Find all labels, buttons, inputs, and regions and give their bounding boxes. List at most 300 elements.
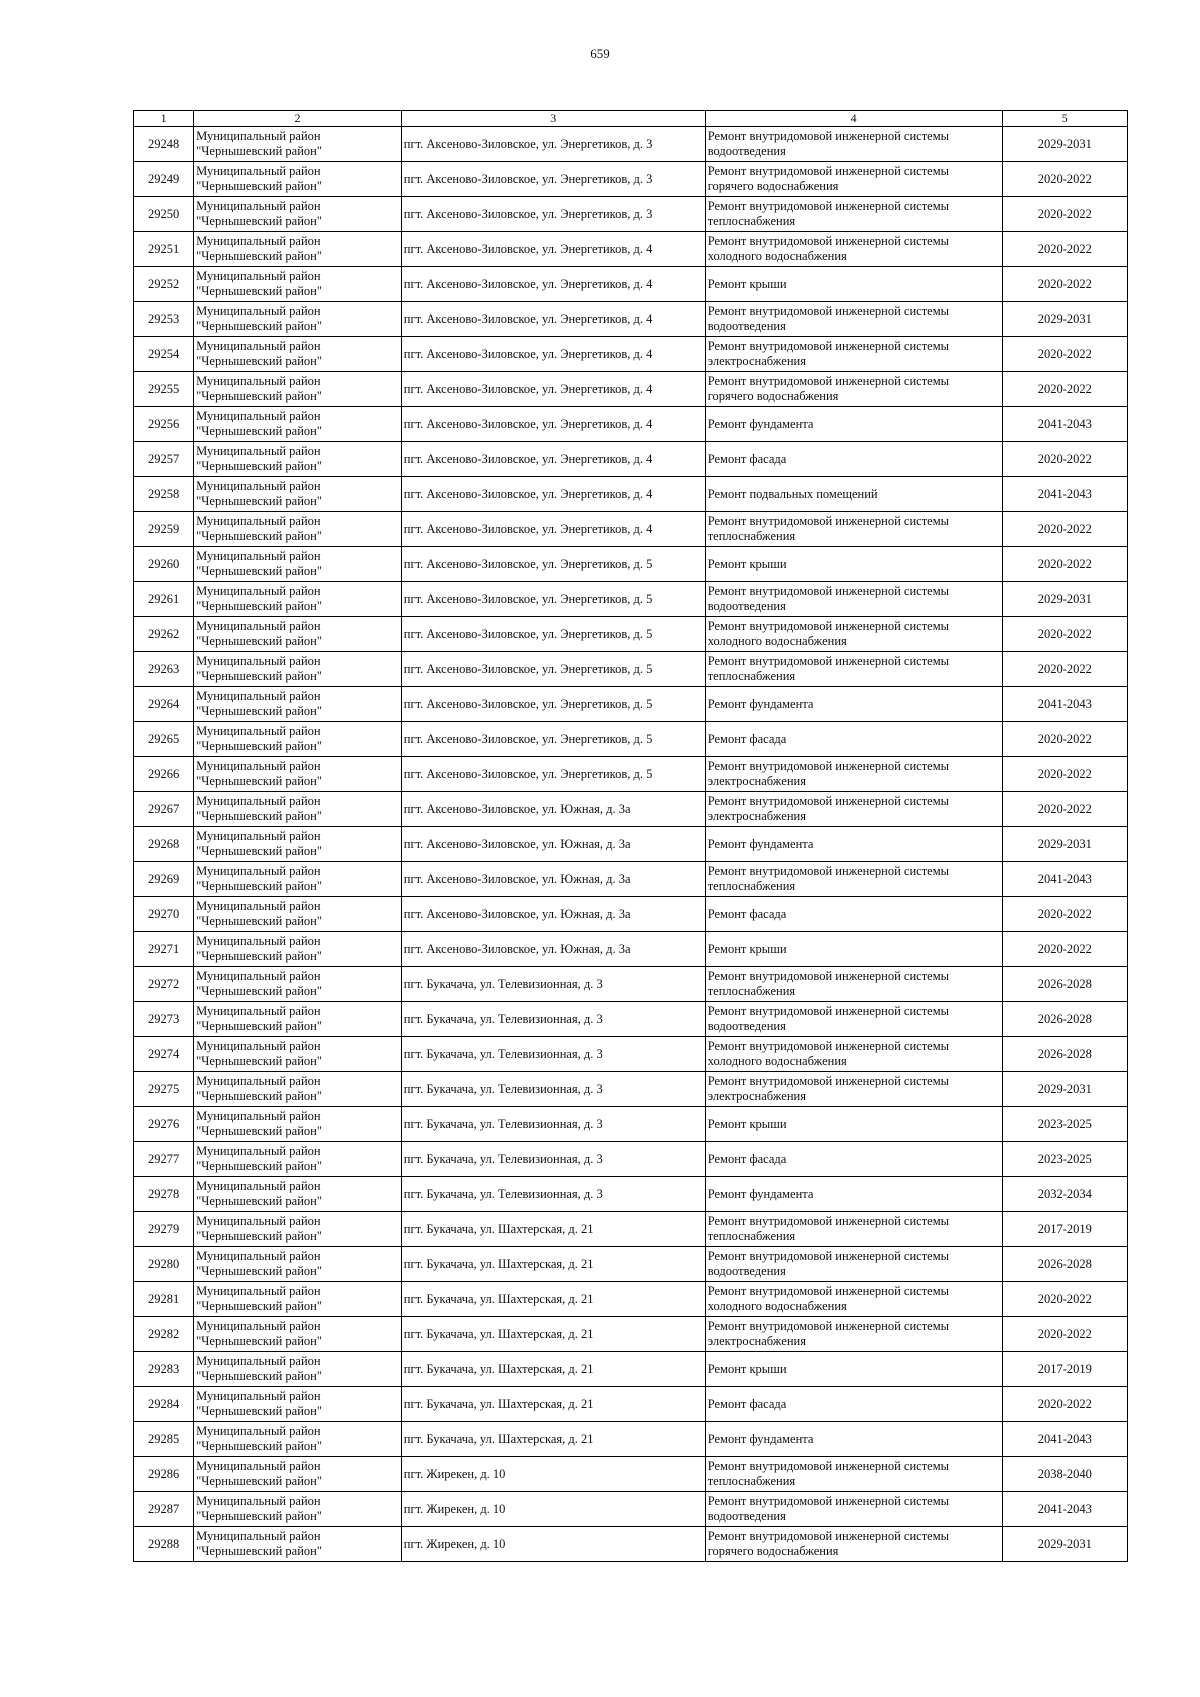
period-cell: 2020-2022 [1002,1387,1127,1422]
table-row [134,932,1128,967]
address-cell: пгт. Букачача, ул. Телевизионная, д. 3 [401,1072,705,1107]
district-line-1: Муниципальный район [196,689,321,703]
work-type-line-1: Ремонт внутридомовой инженерной системы [707,164,950,178]
work-type-cell [705,967,1002,1002]
table-row [134,967,1128,1002]
district-cell [194,687,402,722]
row-number-cell: 29283 [134,1352,194,1387]
address-cell: пгт. Аксеново-Зиловское, ул. Энергетиков, д. 5 [401,722,705,757]
district-cell [194,827,402,862]
district-line-2: "Чернышевский район" [196,949,322,963]
district-line-2: "Чернышевский район" [196,1334,322,1348]
district-line-1: Муниципальный район [196,549,321,563]
address-cell: пгт. Аксеново-Зиловское, ул. Энергетиков, д. 5 [401,582,705,617]
district-cell [194,1317,402,1352]
district-line-1: Муниципальный район [196,1179,321,1193]
period-cell: 2023-2025 [1002,1142,1127,1177]
district-cell [194,1037,402,1072]
address-cell: пгт. Аксеново-Зиловское, ул. Энергетиков, д. 5 [401,687,705,722]
table-row [134,267,1128,302]
address-cell: пгт. Аксеново-Зиловское, ул. Южная, д. 3а [401,827,705,862]
district-line-1: Муниципальный район [196,1284,321,1298]
work-type-cell [705,372,1002,407]
work-type-line-2: водоотведения [707,1509,786,1523]
row-number-cell: 29279 [134,1212,194,1247]
district-cell [194,1492,402,1527]
period-cell: 2020-2022 [1002,652,1127,687]
district-cell [194,1387,402,1422]
district-line-2: "Чернышевский район" [196,1369,322,1383]
table-row [134,127,1128,162]
work-type-line-1: Ремонт фасада [707,906,787,921]
district-line-1: Муниципальный район [196,724,321,738]
work-type-line-2: теплоснабжения [707,879,796,893]
period-cell: 2041-2043 [1002,1492,1127,1527]
district-line-1: Муниципальный район [196,1389,321,1403]
period-cell: 2041-2043 [1002,1422,1127,1457]
district-line-1: Муниципальный район [196,1004,321,1018]
work-type-cell [705,1072,1002,1107]
row-number-cell: 29277 [134,1142,194,1177]
work-type-cell [705,127,1002,162]
row-number-cell: 29287 [134,1492,194,1527]
district-line-1: Муниципальный район [196,1039,321,1053]
district-line-2: "Чернышевский район" [196,984,322,998]
work-type-cell [705,897,1002,932]
work-type-cell [705,547,1002,582]
work-type-cell [705,1527,1002,1562]
row-number-cell: 29264 [134,687,194,722]
work-type-line-1: Ремонт фундамента [707,836,814,851]
table-row [134,1002,1128,1037]
row-number-cell: 29263 [134,652,194,687]
table-row [134,302,1128,337]
work-type-cell [705,1282,1002,1317]
work-type-cell [705,862,1002,897]
period-cell: 2020-2022 [1002,512,1127,547]
work-type-line-1: Ремонт фундамента [707,1431,814,1446]
row-number-cell: 29286 [134,1457,194,1492]
work-type-line-2: электроснабжения [707,774,806,788]
district-cell [194,442,402,477]
district-cell [194,197,402,232]
work-type-line-1: Ремонт внутридомовой инженерной системы [707,129,950,143]
table-row [134,617,1128,652]
work-type-cell [705,1107,1002,1142]
work-type-line-1: Ремонт внутридомовой инженерной системы [707,794,950,808]
address-cell: пгт. Жирекен, д. 10 [401,1457,705,1492]
period-cell: 2041-2043 [1002,687,1127,722]
district-line-1: Муниципальный район [196,164,321,178]
district-cell [194,582,402,617]
district-line-2: "Чернышевский район" [196,739,322,753]
work-type-cell [705,792,1002,827]
table-row [134,162,1128,197]
district-line-2: "Чернышевский район" [196,319,322,333]
work-type-line-2: электроснабжения [707,1089,806,1103]
table-row [134,1422,1128,1457]
district-cell [194,162,402,197]
work-type-cell [705,442,1002,477]
period-cell: 2029-2031 [1002,1072,1127,1107]
row-number-cell: 29270 [134,897,194,932]
row-number-cell: 29284 [134,1387,194,1422]
period-cell: 2020-2022 [1002,197,1127,232]
district-line-1: Муниципальный район [196,619,321,633]
period-cell: 2029-2031 [1002,127,1127,162]
district-cell [194,547,402,582]
district-line-2: "Чернышевский район" [196,354,322,368]
period-cell: 2026-2028 [1002,967,1127,1002]
district-cell [194,337,402,372]
district-line-2: "Чернышевский район" [196,249,322,263]
work-type-cell [705,1492,1002,1527]
work-type-line-1: Ремонт крыши [707,941,787,956]
address-cell: пгт. Букачача, ул. Шахтерская, д. 21 [401,1212,705,1247]
work-type-cell [705,407,1002,442]
row-number-cell: 29256 [134,407,194,442]
address-cell: пгт. Аксеново-Зиловское, ул. Южная, д. 3а [401,897,705,932]
period-cell: 2020-2022 [1002,1317,1127,1352]
table-row [134,407,1128,442]
district-cell [194,1527,402,1562]
address-cell: пгт. Аксеново-Зиловское, ул. Энергетиков, д. 5 [401,652,705,687]
district-line-2: "Чернышевский район" [196,1194,322,1208]
address-cell: пгт. Аксеново-Зиловское, ул. Энергетиков, д. 3 [401,162,705,197]
district-line-1: Муниципальный район [196,864,321,878]
work-type-cell [705,1212,1002,1247]
address-cell: пгт. Аксеново-Зиловское, ул. Энергетиков, д. 5 [401,617,705,652]
work-type-cell [705,1247,1002,1282]
district-line-1: Муниципальный район [196,374,321,388]
work-type-line-2: водоотведения [707,319,786,333]
period-cell: 2038-2040 [1002,1457,1127,1492]
period-cell: 2020-2022 [1002,1282,1127,1317]
work-type-line-1: Ремонт внутридомовой инженерной системы [707,864,950,878]
work-type-line-2: электроснабжения [707,1334,806,1348]
district-line-1: Муниципальный район [196,829,321,843]
address-cell: пгт. Аксеново-Зиловское, ул. Энергетиков, д. 4 [401,372,705,407]
period-cell: 2026-2028 [1002,1002,1127,1037]
address-cell: пгт. Букачача, ул. Шахтерская, д. 21 [401,1317,705,1352]
work-type-line-2: холодного водоснабжения [707,1054,847,1068]
period-cell: 2020-2022 [1002,757,1127,792]
district-line-1: Муниципальный район [196,1494,321,1508]
table-row [134,687,1128,722]
district-line-2: "Чернышевский район" [196,774,322,788]
district-cell [194,897,402,932]
district-cell [194,127,402,162]
district-line-2: "Чернышевский район" [196,459,322,473]
district-line-2: "Чернышевский район" [196,1054,322,1068]
district-cell [194,932,402,967]
work-type-cell [705,302,1002,337]
address-cell: пгт. Букачача, ул. Телевизионная, д. 3 [401,1002,705,1037]
row-number-cell: 29261 [134,582,194,617]
district-line-2: "Чернышевский район" [196,879,322,893]
work-type-line-2: холодного водоснабжения [707,249,847,263]
district-line-2: "Чернышевский район" [196,1299,322,1313]
district-line-2: "Чернышевский район" [196,669,322,683]
work-type-line-2: горячего водоснабжения [707,1544,839,1558]
work-type-cell [705,162,1002,197]
table-row [134,442,1128,477]
period-cell: 2020-2022 [1002,932,1127,967]
district-line-1: Муниципальный район [196,1144,321,1158]
work-type-line-1: Ремонт крыши [707,276,787,291]
work-type-line-2: водоотведения [707,1019,786,1033]
row-number-cell: 29276 [134,1107,194,1142]
period-cell: 2041-2043 [1002,407,1127,442]
work-type-cell [705,1037,1002,1072]
work-type-line-1: Ремонт фасада [707,451,787,466]
district-line-1: Муниципальный район [196,304,321,318]
column-number-2: 2 [194,111,402,127]
district-line-1: Муниципальный район [196,934,321,948]
work-type-cell [705,652,1002,687]
period-cell: 2029-2031 [1002,827,1127,862]
district-cell [194,302,402,337]
address-cell: пгт. Аксеново-Зиловское, ул. Южная, д. 3а [401,792,705,827]
district-line-1: Муниципальный район [196,654,321,668]
work-type-cell [705,337,1002,372]
district-line-2: "Чернышевский район" [196,564,322,578]
period-cell: 2029-2031 [1002,1527,1127,1562]
table-row [134,827,1128,862]
work-type-line-2: теплоснабжения [707,529,796,543]
address-cell: пгт. Аксеново-Зиловское, ул. Энергетиков, д. 3 [401,127,705,162]
district-cell [194,1282,402,1317]
capital-repair-table [133,110,1128,1562]
work-type-cell [705,932,1002,967]
district-line-1: Муниципальный район [196,1319,321,1333]
work-type-line-1: Ремонт внутридомовой инженерной системы [707,1284,950,1298]
period-cell: 2017-2019 [1002,1212,1127,1247]
district-cell [194,757,402,792]
address-cell: пгт. Букачача, ул. Шахтерская, д. 21 [401,1282,705,1317]
row-number-cell: 29257 [134,442,194,477]
district-cell [194,967,402,1002]
work-type-line-1: Ремонт внутридомовой инженерной системы [707,619,950,633]
work-type-line-1: Ремонт внутридомовой инженерной системы [707,304,950,318]
period-cell: 2020-2022 [1002,792,1127,827]
work-type-line-2: водоотведения [707,144,786,158]
period-cell: 2023-2025 [1002,1107,1127,1142]
district-line-2: "Чернышевский район" [196,1089,322,1103]
work-type-cell [705,1177,1002,1212]
row-number-cell: 29258 [134,477,194,512]
address-cell: пгт. Аксеново-Зиловское, ул. Энергетиков, д. 4 [401,407,705,442]
address-cell: пгт. Аксеново-Зиловское, ул. Энергетиков, д. 4 [401,337,705,372]
work-type-cell [705,512,1002,547]
row-number-cell: 29271 [134,932,194,967]
work-type-line-1: Ремонт внутридомовой инженерной системы [707,1319,950,1333]
work-type-line-1: Ремонт фундамента [707,1186,814,1201]
address-cell: пгт. Аксеново-Зиловское, ул. Энергетиков, д. 4 [401,302,705,337]
district-cell [194,1177,402,1212]
district-line-2: "Чернышевский район" [196,809,322,823]
district-line-2: "Чернышевский район" [196,1439,322,1453]
work-type-line-1: Ремонт внутридомовой инженерной системы [707,234,950,248]
district-line-2: "Чернышевский район" [196,179,322,193]
row-number-cell: 29280 [134,1247,194,1282]
row-number-cell: 29251 [134,232,194,267]
row-number-cell: 29255 [134,372,194,407]
work-type-line-2: теплоснабжения [707,669,796,683]
work-type-line-2: горячего водоснабжения [707,389,839,403]
column-number-4: 4 [705,111,1002,127]
work-type-line-1: Ремонт фундамента [707,416,814,431]
district-line-2: "Чернышевский район" [196,1544,322,1558]
district-cell [194,862,402,897]
address-cell: пгт. Букачача, ул. Телевизионная, д. 3 [401,1177,705,1212]
table-row [134,232,1128,267]
district-line-2: "Чернышевский район" [196,1264,322,1278]
row-number-cell: 29254 [134,337,194,372]
district-cell [194,722,402,757]
row-number-cell: 29265 [134,722,194,757]
district-line-1: Муниципальный район [196,479,321,493]
work-type-line-1: Ремонт крыши [707,1361,787,1376]
table-row [134,1142,1128,1177]
table-row [134,337,1128,372]
table-row [134,1492,1128,1527]
period-cell: 2020-2022 [1002,897,1127,932]
district-cell [194,1352,402,1387]
table-row [134,197,1128,232]
work-type-cell [705,1457,1002,1492]
column-number-3: 3 [401,111,705,127]
period-cell: 2020-2022 [1002,337,1127,372]
period-cell: 2020-2022 [1002,547,1127,582]
address-cell: пгт. Букачача, ул. Шахтерская, д. 21 [401,1422,705,1457]
period-cell: 2020-2022 [1002,267,1127,302]
table-row [134,897,1128,932]
period-cell: 2029-2031 [1002,302,1127,337]
work-type-line-1: Ремонт подвальных помещений [707,486,878,501]
row-number-cell: 29285 [134,1422,194,1457]
work-type-cell [705,267,1002,302]
period-cell: 2026-2028 [1002,1037,1127,1072]
work-type-cell [705,1142,1002,1177]
address-cell: пгт. Букачача, ул. Шахтерская, д. 21 [401,1387,705,1422]
district-line-1: Муниципальный район [196,1424,321,1438]
address-cell: пгт. Аксеново-Зиловское, ул. Энергетиков, д. 4 [401,232,705,267]
address-cell: пгт. Аксеново-Зиловское, ул. Южная, д. 3а [401,862,705,897]
address-cell: пгт. Жирекен, д. 10 [401,1492,705,1527]
table-row [134,1527,1128,1562]
work-type-line-1: Ремонт внутридомовой инженерной системы [707,584,950,598]
address-cell: пгт. Жирекен, д. 10 [401,1527,705,1562]
work-type-line-2: электроснабжения [707,354,806,368]
address-cell: пгт. Букачача, ул. Шахтерская, д. 21 [401,1247,705,1282]
table-row [134,1247,1128,1282]
district-line-1: Муниципальный район [196,199,321,213]
address-cell: пгт. Букачача, ул. Телевизионная, д. 3 [401,967,705,1002]
row-number-cell: 29248 [134,127,194,162]
district-line-1: Муниципальный район [196,1529,321,1543]
district-cell [194,652,402,687]
district-line-2: "Чернышевский район" [196,599,322,613]
district-line-2: "Чернышевский район" [196,914,322,928]
period-cell: 2020-2022 [1002,442,1127,477]
district-line-2: "Чернышевский район" [196,494,322,508]
district-line-2: "Чернышевский район" [196,844,322,858]
work-type-line-1: Ремонт внутридомовой инженерной системы [707,1074,950,1088]
row-number-cell: 29260 [134,547,194,582]
row-number-cell: 29278 [134,1177,194,1212]
table-row [134,1457,1128,1492]
district-line-1: Муниципальный район [196,339,321,353]
table-row [134,1072,1128,1107]
district-line-2: "Чернышевский район" [196,424,322,438]
period-cell: 2026-2028 [1002,1247,1127,1282]
row-number-cell: 29274 [134,1037,194,1072]
address-cell: пгт. Букачача, ул. Шахтерская, д. 21 [401,1352,705,1387]
district-cell [194,477,402,512]
period-cell: 2020-2022 [1002,617,1127,652]
work-type-cell [705,197,1002,232]
work-type-cell [705,582,1002,617]
district-cell [194,1212,402,1247]
work-type-line-1: Ремонт внутридомовой инженерной системы [707,1249,950,1263]
work-type-cell [705,1352,1002,1387]
row-number-cell: 29267 [134,792,194,827]
work-type-line-1: Ремонт фасада [707,1151,787,1166]
district-line-2: "Чернышевский район" [196,1019,322,1033]
district-line-1: Муниципальный район [196,1249,321,1263]
district-line-1: Муниципальный район [196,794,321,808]
address-cell: пгт. Аксеново-Зиловское, ул. Энергетиков, д. 3 [401,197,705,232]
row-number-cell: 29268 [134,827,194,862]
table-row [134,862,1128,897]
period-cell: 2032-2034 [1002,1177,1127,1212]
work-type-line-2: теплоснабжения [707,1229,796,1243]
district-line-2: "Чернышевский район" [196,389,322,403]
column-number-5: 5 [1002,111,1127,127]
column-number-1: 1 [134,111,194,127]
district-cell [194,232,402,267]
district-line-1: Муниципальный район [196,759,321,773]
table-body [134,127,1128,1562]
table-row [134,547,1128,582]
row-number-cell: 29249 [134,162,194,197]
table-row [134,1352,1128,1387]
district-line-1: Муниципальный район [196,234,321,248]
row-number-cell: 29250 [134,197,194,232]
period-cell: 2020-2022 [1002,372,1127,407]
district-line-1: Муниципальный район [196,1109,321,1123]
row-number-cell: 29288 [134,1527,194,1562]
work-type-line-2: теплоснабжения [707,1474,796,1488]
table-row [134,1177,1128,1212]
district-cell [194,1457,402,1492]
address-cell: пгт. Аксеново-Зиловское, ул. Энергетиков, д. 4 [401,512,705,547]
district-line-1: Муниципальный район [196,899,321,913]
district-line-2: "Чернышевский район" [196,284,322,298]
column-number-row [134,111,1128,127]
district-line-2: "Чернышевский район" [196,1159,322,1173]
work-type-line-1: Ремонт крыши [707,1116,787,1131]
work-type-line-1: Ремонт внутридомовой инженерной системы [707,969,950,983]
work-type-cell [705,757,1002,792]
district-line-2: "Чернышевский район" [196,214,322,228]
work-type-cell [705,1387,1002,1422]
district-cell [194,1072,402,1107]
address-cell: пгт. Аксеново-Зиловское, ул. Южная, д. 3а [401,932,705,967]
district-line-1: Муниципальный район [196,409,321,423]
district-line-1: Муниципальный район [196,969,321,983]
